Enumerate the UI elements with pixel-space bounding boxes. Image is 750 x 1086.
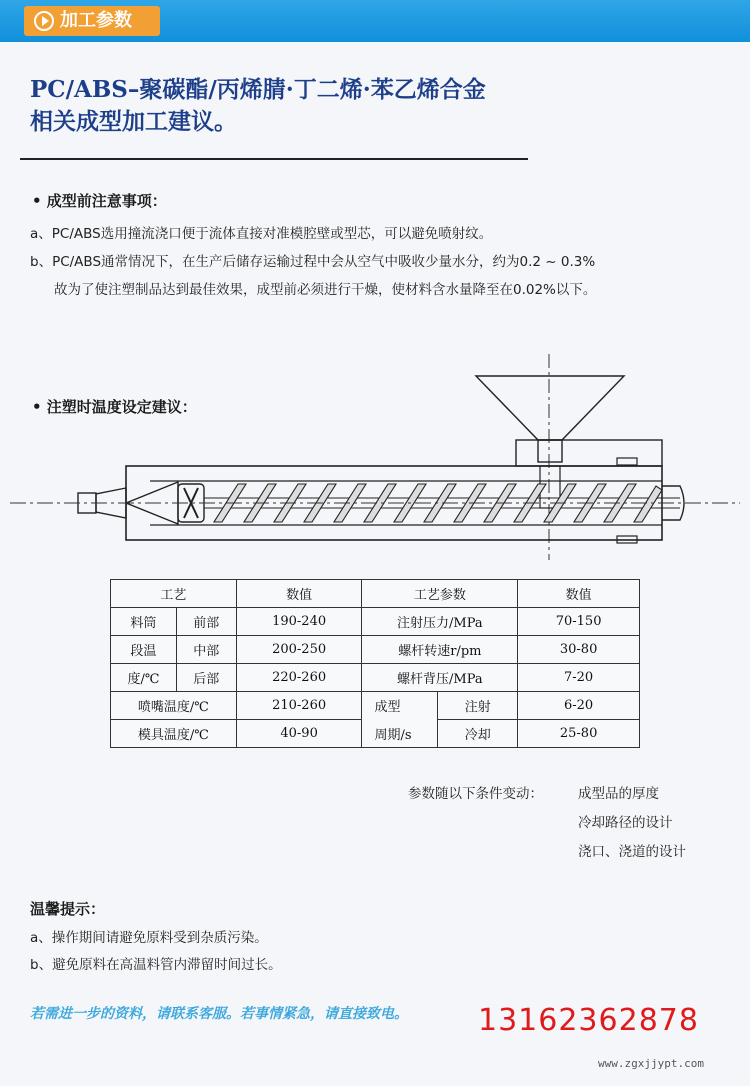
nozzle-temp-value: 210-260 <box>236 692 362 720</box>
header-process: 工艺 <box>111 580 237 608</box>
tip-item-a: a、操作期间请避免原料受到杂质污染。 <box>30 930 268 946</box>
variation-item: 成型品的厚度 <box>578 786 659 802</box>
variation-label: 参数随以下条件变动： <box>408 786 543 802</box>
table-row <box>111 608 640 636</box>
param-screw-speed-value: 30-80 <box>518 636 640 664</box>
header-process-param: 工艺参数 <box>362 580 518 608</box>
title-line-2: 相关成型加工建议。 <box>30 108 237 135</box>
contact-note: 若需进一步的资料，请联系客服。若事情紧急，请直接致电。 <box>30 1006 408 1022</box>
page-title <box>30 74 486 138</box>
pre-molding-item-b-line2: 故为了使注塑制品达到最佳效果，成型前必须进行干燥，使材料含水量降至在0.02%以下。 <box>54 282 597 298</box>
header-value: 数值 <box>236 580 362 608</box>
site-watermark: www.zgxjjypt.com <box>598 1057 704 1070</box>
zone-rear-value: 220-260 <box>236 664 362 692</box>
tips-heading: 温馨提示： <box>30 900 106 918</box>
phone-number[interactable]: 13162362878 <box>478 1003 699 1038</box>
mold-temp-label: 模具温度/℃ <box>111 720 237 748</box>
zone-rear: 后部 <box>176 664 236 692</box>
header-param-value: 数值 <box>518 580 640 608</box>
param-screw-speed: 螺杆转速r/pm <box>362 636 518 664</box>
table-row <box>111 720 640 748</box>
zone-middle: 中部 <box>176 636 236 664</box>
badge-label: 加工参数 <box>60 10 132 31</box>
section-badge <box>24 6 160 36</box>
injection-screw-diagram <box>0 348 750 568</box>
barrel-label-2: 段温 <box>111 636 177 664</box>
zone-front: 前部 <box>176 608 236 636</box>
variation-item: 冷却路径的设计 <box>578 815 673 831</box>
cycle-label-2: 周期/s <box>362 720 438 748</box>
process-parameter-table <box>110 579 640 748</box>
param-injection-pressure: 注射压力/MPa <box>362 608 518 636</box>
param-back-pressure-value: 7-20 <box>518 664 640 692</box>
table-row <box>111 636 640 664</box>
title-divider <box>20 158 528 160</box>
barrel-label-3: 度/℃ <box>111 664 177 692</box>
pre-molding-item-a: a、PC/ABS选用撞流浇口便于流体直接对准模腔壁或型芯，可以避免喷射纹。 <box>30 226 493 242</box>
cycle-cooling: 冷却 <box>438 720 518 748</box>
table-row <box>111 664 640 692</box>
temperature-heading: • 注塑时温度设定建议： <box>32 398 197 416</box>
title-line-1: PC/ABS–聚碳酯/丙烯腈·丁二烯·苯乙烯合金 <box>30 76 486 103</box>
play-circle-icon <box>34 11 54 31</box>
variation-item: 浇口、浇道的设计 <box>578 844 686 860</box>
cycle-cooling-value: 25-80 <box>518 720 640 748</box>
pre-molding-heading: • 成型前注意事项： <box>32 192 167 210</box>
param-back-pressure: 螺杆背压/MPa <box>362 664 518 692</box>
table-header-row <box>111 580 640 608</box>
nozzle-temp-label: 喷嘴温度/℃ <box>111 692 237 720</box>
table-row <box>111 692 640 720</box>
cycle-injection-value: 6-20 <box>518 692 640 720</box>
zone-middle-value: 200-250 <box>236 636 362 664</box>
mold-temp-value: 40-90 <box>236 720 362 748</box>
cycle-injection: 注射 <box>438 692 518 720</box>
tip-item-b: b、避免原料在高温料管内滞留时间过长。 <box>30 957 282 973</box>
param-injection-pressure-value: 70-150 <box>518 608 640 636</box>
zone-front-value: 190-240 <box>236 608 362 636</box>
pre-molding-item-b-line1: b、PC/ABS通常情况下，在生产后储存运输过程中会从空气中吸收少量水分，约为0.2 ~ 0.3% <box>30 254 596 270</box>
hopper-icon <box>476 376 624 440</box>
barrel-label-1: 料筒 <box>111 608 177 636</box>
cycle-label-1: 成型 <box>362 692 438 720</box>
